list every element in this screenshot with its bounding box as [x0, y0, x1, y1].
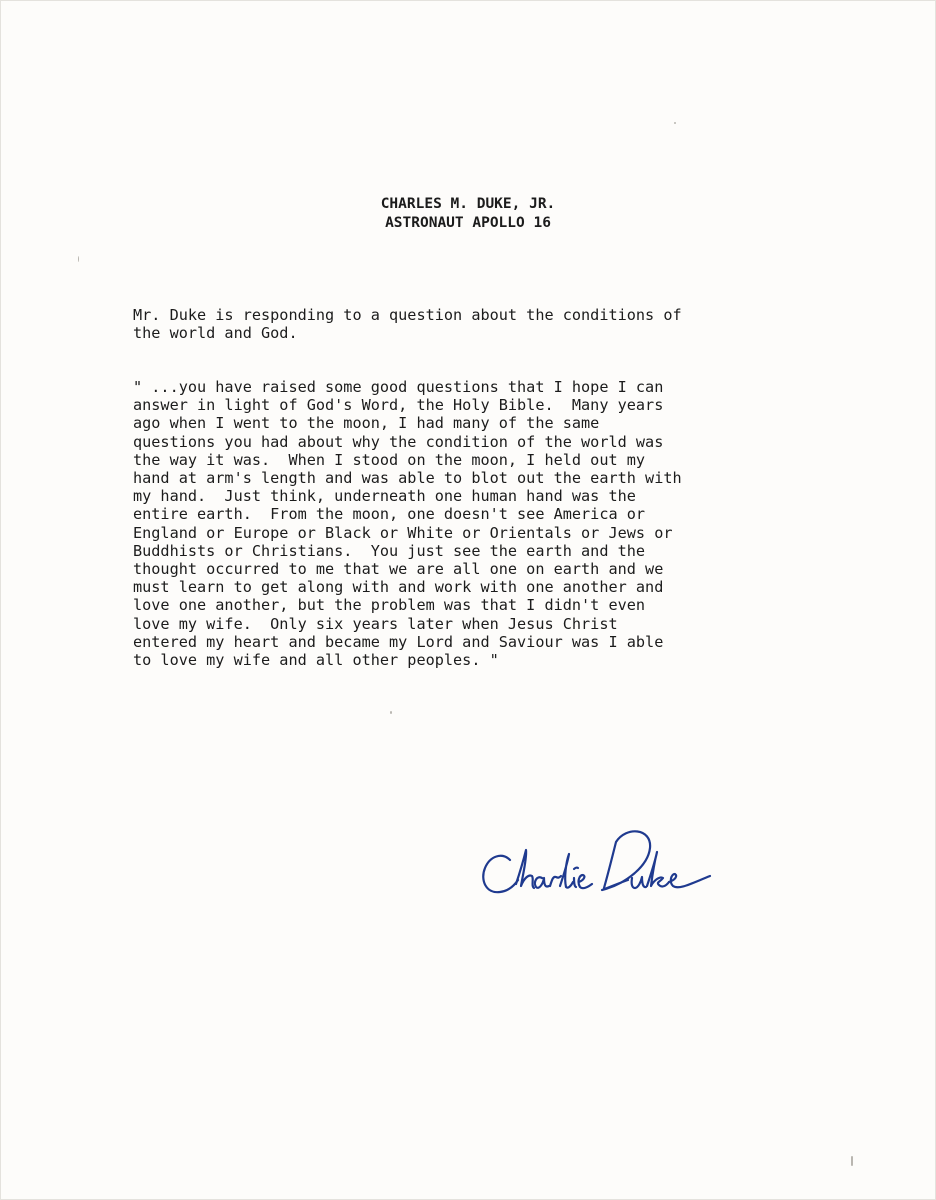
paper-speck [78, 256, 79, 262]
signature-stroke [647, 852, 669, 886]
signature-stroke [579, 875, 592, 888]
quote-line: thought occurred to me that we are all one on earth and we [133, 560, 664, 579]
quote-line: love one another, but the problem was that I didn't even [133, 596, 646, 615]
signature-stroke [516, 850, 534, 888]
signature-stroke [632, 877, 646, 888]
quote-line: ago when I went to the moon, I had many of the same [133, 414, 600, 433]
quote-paragraph [133, 378, 833, 669]
paper-speck [851, 1156, 853, 1166]
intro-line: Mr. Duke is responding to a question about the conditions of [133, 306, 682, 324]
quote-line: entered my heart and became my Lord and Saviour was I able [133, 632, 664, 651]
quote-line: England or Europe or Black or White or Orientals or Jews or [133, 523, 673, 542]
signature-stroke [574, 868, 578, 869]
paper-speck [674, 122, 676, 124]
handwritten-signature [476, 822, 716, 906]
signature-stroke [669, 874, 710, 887]
signature-stroke [560, 854, 573, 888]
quote-line: my hand. Just think, underneath one human hand was the [133, 487, 636, 506]
quote-line: questions you had about why the condition of the world was [133, 432, 664, 451]
quote-line: entire earth. From the moon, one doesn't see America or [133, 505, 646, 524]
paper-speck [390, 711, 392, 714]
author-name: CHARLES M. DUKE, JR. [380, 196, 556, 212]
letterhead [0, 195, 936, 233]
quote-line: Buddhists or Christians. You just see the earth and the [133, 541, 646, 560]
intro-paragraph [133, 306, 833, 342]
signature-stroke [483, 856, 518, 892]
signature-stroke [574, 878, 576, 887]
signature-stroke [535, 877, 549, 888]
intro-line: the world and God. [133, 324, 298, 343]
quote-line: to love my wife and all other peoples. " [133, 651, 499, 670]
quote-line: answer in light of God's Word, the Holy Bible. Many years [133, 396, 664, 415]
quote-line: the way it was. When I stood on the moon, I held out my [133, 450, 646, 469]
quote-line: " ...you have raised some good questions that I hope I can [133, 378, 664, 396]
quote-line: must learn to get along with and work with one another and [133, 578, 664, 597]
quote-line: hand at arm's length and was able to blot out the earth with [133, 469, 682, 488]
author-title: ASTRONAUT APOLLO 16 [385, 215, 551, 231]
quote-line: love my wife. Only six years later when Jesus Christ [133, 614, 618, 633]
